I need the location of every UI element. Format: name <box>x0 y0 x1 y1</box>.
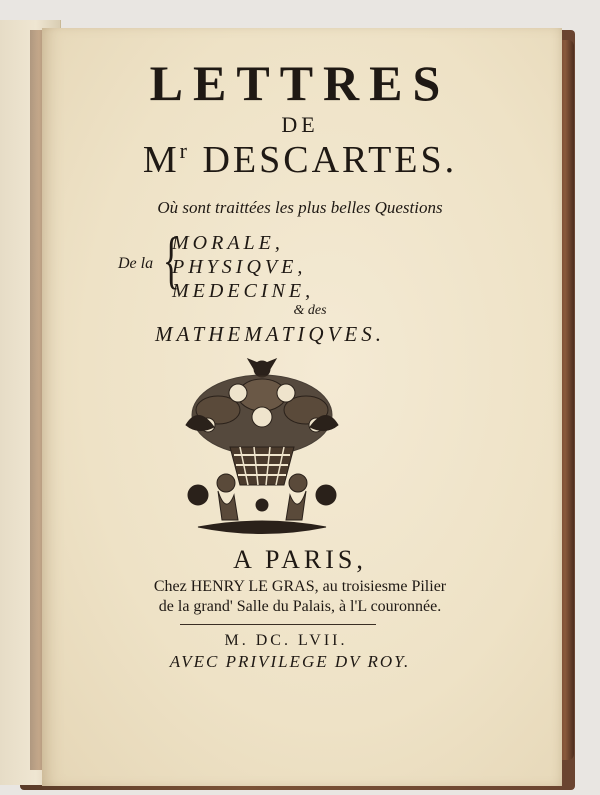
imprint-printer-line1: Chez HENRY LE GRAS, au troisiesme Pilier <box>153 578 447 595</box>
subtitle: Où sont traittées les plus belles Questions <box>157 198 443 217</box>
imprint-place: A PARIS, <box>233 545 367 574</box>
subjects-conjunction: & des <box>293 303 327 318</box>
book-title: LETTRES <box>149 55 451 111</box>
subject-physique: PHYSIQVE, <box>172 256 307 278</box>
divider-rule <box>180 624 376 625</box>
imprint-printer-line2: de la grand' Salle du Palais, à l'L couronnée. <box>158 598 442 615</box>
imprint-date: M. DC. LVII. <box>224 632 348 649</box>
subject-morale: MORALE, <box>172 232 284 254</box>
subjects-intro: De la <box>118 255 154 272</box>
ornament-flower-basket-icon <box>178 355 346 540</box>
author-prefix: M <box>142 139 180 181</box>
subject-mathematiques: MATHEMATIQVES. <box>155 322 385 346</box>
title-preposition: DE <box>281 112 319 137</box>
subject-medecine: MEDECINE, <box>172 280 315 302</box>
author-superscript: r <box>179 138 190 163</box>
imprint-privilege: AVEC PRIVILEGE DV ROY. <box>169 652 411 671</box>
author-name <box>0 138 600 182</box>
author-surname: DESCARTES. <box>202 139 458 181</box>
brace-icon: { <box>162 224 180 295</box>
